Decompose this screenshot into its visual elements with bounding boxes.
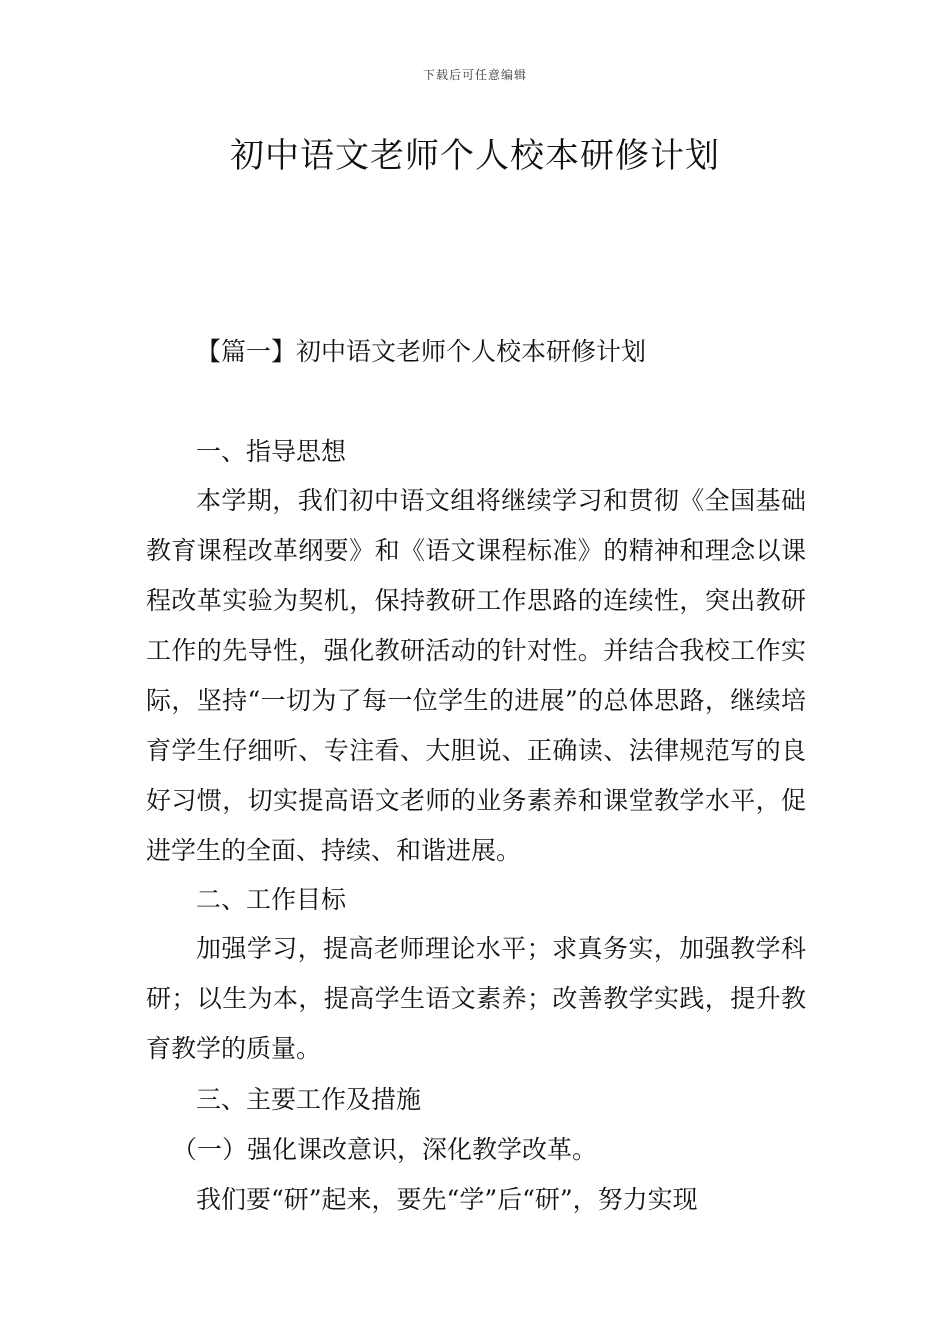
heading-work-goals: 二、工作目标 <box>196 885 347 914</box>
document-title: 初中语文老师个人校本研修计划 <box>230 136 720 176</box>
section-heading: 【篇一】初中语文老师个人校本研修计划 <box>196 337 647 366</box>
paragraph-guiding-ideology: 本学期，我们初中语文组将继续学习和贯彻《全国基础教育课程改革纲要》和《语文课程标准》的精神和理念以课程改革实验为契机，保持教研工作思路的连续性，突出教研工作的先导性，强化教研活动的针对性。并结合我校工作实际，坚持“一切为了每一位学生的进展”的总体思路，继续培育学生仔细听、专注看、大胆说、正确读、法律规范写的良好习惯，切实提高语文老师的业务素养和课堂教学水平，促进学生的全面、持续、和谐进展。 <box>146 486 806 865</box>
paragraph-research: 我们要“研”起来，要先“学”后“研”，努力实现 <box>196 1185 698 1214</box>
subheading-curriculum-reform: （一）强化课改意识，深化教学改革。 <box>172 1135 598 1164</box>
header-note: 下载后可任意编辑 <box>422 68 527 82</box>
heading-guiding-ideology: 一、指导思想 <box>196 437 347 466</box>
heading-main-work: 三、主要工作及措施 <box>196 1085 422 1114</box>
paragraph-work-goals: 加强学习，提高老师理论水平；求真务实，加强教学科研；以生为本，提高学生语文素养；改善教学实践，提升教育教学的质量。 <box>146 934 806 1063</box>
